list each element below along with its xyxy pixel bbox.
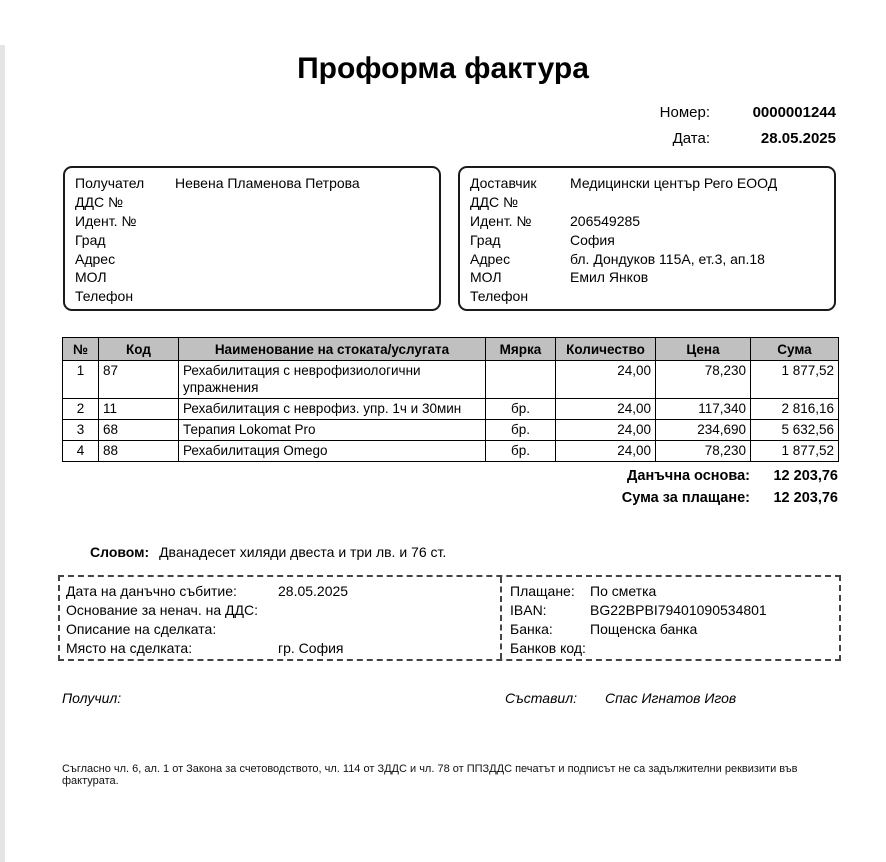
invoice-date-label: Дата: bbox=[672, 130, 710, 147]
received-by-label: Получил: bbox=[62, 690, 122, 706]
col-header-name: Наименование на стоката/услугата bbox=[179, 338, 486, 361]
items-table bbox=[62, 337, 839, 462]
tax-base-value: 12 203,76 bbox=[773, 468, 838, 484]
item-code: 11 bbox=[99, 399, 179, 420]
amount-due-value: 12 203,76 bbox=[773, 490, 838, 506]
item-unit bbox=[486, 361, 556, 399]
recipient-name-value: Невена Пламенова Петрова bbox=[175, 175, 360, 192]
item-name: Рехабилитация с неврофизиологични упражнения bbox=[179, 361, 486, 399]
tax-event-date-value: 28.05.2025 bbox=[278, 582, 349, 599]
deal-description-row bbox=[66, 619, 494, 638]
item-qty: 24,00 bbox=[556, 361, 656, 399]
item-qty: 24,00 bbox=[556, 441, 656, 462]
amount-due-row bbox=[622, 490, 838, 506]
supplier-mol-label: МОЛ bbox=[470, 269, 502, 286]
invoice-meta bbox=[580, 104, 836, 156]
supplier-box bbox=[458, 166, 836, 311]
invoice-date-value: 28.05.2025 bbox=[760, 130, 836, 147]
item-name: Терапия Lokomat Pro bbox=[179, 420, 486, 441]
table-row bbox=[63, 420, 839, 441]
vat-exemption-label: Основание за ненач. на ДДС: bbox=[66, 601, 258, 618]
recipient-id-label: Идент. № bbox=[75, 212, 137, 229]
bank-value: Пощенска банка bbox=[590, 620, 698, 637]
deal-place-label: Място на сделката: bbox=[66, 639, 193, 656]
deal-place-row bbox=[66, 638, 494, 657]
invoice-number-label: Номер: bbox=[659, 104, 710, 121]
item-name: Рехабилитация Omego bbox=[179, 441, 486, 462]
recipient-name-row bbox=[75, 174, 429, 193]
item-total: 1 877,52 bbox=[751, 441, 839, 462]
item-total: 5 632,56 bbox=[751, 420, 839, 441]
item-price: 117,340 bbox=[656, 399, 751, 420]
iban-value: BG22BPBI79401090534801 bbox=[590, 601, 767, 618]
recipient-vat-row bbox=[75, 193, 429, 212]
recipient-id-row bbox=[75, 212, 429, 231]
recipient-name-label: Получател bbox=[75, 175, 145, 192]
supplier-id-label: Идент. № bbox=[470, 212, 532, 229]
prepared-by-block bbox=[505, 690, 736, 706]
supplier-mol-row bbox=[470, 268, 824, 287]
bank-label: Банка: bbox=[510, 620, 553, 637]
payment-method-label: Плащане: bbox=[510, 582, 575, 599]
supplier-vat-label: ДДС № bbox=[470, 194, 518, 211]
supplier-address-label: Адрес bbox=[470, 250, 511, 267]
supplier-address-row bbox=[470, 249, 824, 268]
supplier-name-label: Доставчик bbox=[470, 175, 537, 192]
transaction-details-left bbox=[60, 577, 502, 659]
col-header-unit: Мярка bbox=[486, 338, 556, 361]
recipient-phone-row bbox=[75, 287, 429, 306]
recipient-city-label: Град bbox=[75, 231, 106, 248]
table-header-row bbox=[63, 338, 839, 361]
supplier-address-value: бл. Дондуков 115А, ет.3, ап.18 bbox=[570, 250, 765, 267]
item-num: 1 bbox=[63, 361, 99, 399]
recipient-phone-label: Телефон bbox=[75, 288, 134, 305]
prepared-by-value: Спас Игнатов Игов bbox=[604, 690, 737, 706]
tax-event-date-row bbox=[66, 581, 494, 600]
recipient-mol-row bbox=[75, 268, 429, 287]
item-num: 4 bbox=[63, 441, 99, 462]
invoice-number-row bbox=[580, 104, 836, 121]
recipient-address-row bbox=[75, 249, 429, 268]
invoice-date-row bbox=[580, 130, 836, 147]
bank-code-label: Банков код: bbox=[510, 639, 586, 656]
col-header-code: Код bbox=[99, 338, 179, 361]
supplier-city-label: Град bbox=[470, 231, 501, 248]
item-qty: 24,00 bbox=[556, 399, 656, 420]
item-price: 234,690 bbox=[656, 420, 751, 441]
iban-label: IBAN: bbox=[510, 601, 547, 618]
recipient-mol-label: МОЛ bbox=[75, 269, 107, 286]
bank-code-row bbox=[510, 638, 831, 657]
table-row bbox=[63, 361, 839, 399]
deal-description-label: Описание на сделката: bbox=[66, 620, 217, 637]
payment-method-value: По сметка bbox=[590, 582, 657, 599]
invoice-number-value: 0000001244 bbox=[752, 104, 836, 121]
table-row bbox=[63, 441, 839, 462]
item-code: 68 bbox=[99, 420, 179, 441]
invoice-title: Проформа фактура bbox=[297, 52, 589, 85]
recipient-vat-label: ДДС № bbox=[75, 194, 123, 211]
item-unit: бр. bbox=[486, 441, 556, 462]
item-code: 87 bbox=[99, 361, 179, 399]
item-num: 3 bbox=[63, 420, 99, 441]
amount-in-words bbox=[90, 544, 446, 560]
transaction-details-box bbox=[58, 575, 841, 661]
page-edge-strip bbox=[0, 45, 5, 862]
item-unit: бр. bbox=[486, 399, 556, 420]
item-qty: 24,00 bbox=[556, 420, 656, 441]
item-price: 78,230 bbox=[656, 441, 751, 462]
item-price: 78,230 bbox=[656, 361, 751, 399]
item-name: Рехабилитация с неврофиз. упр. 1ч и 30мин bbox=[179, 399, 486, 420]
table-row bbox=[63, 399, 839, 420]
recipient-city-row bbox=[75, 230, 429, 249]
item-num: 2 bbox=[63, 399, 99, 420]
supplier-id-row bbox=[470, 212, 824, 231]
supplier-phone-row bbox=[470, 287, 824, 306]
iban-row bbox=[510, 600, 831, 619]
tax-event-date-label: Дата на данъчно събитие: bbox=[66, 582, 237, 599]
supplier-phone-label: Телефон bbox=[470, 288, 529, 305]
supplier-city-row bbox=[470, 230, 824, 249]
item-unit: бр. bbox=[486, 420, 556, 441]
supplier-id-value: 206549285 bbox=[570, 212, 641, 229]
supplier-name-row bbox=[470, 174, 824, 193]
item-total: 1 877,52 bbox=[751, 361, 839, 399]
recipient-box bbox=[63, 166, 441, 311]
col-header-total: Сума bbox=[751, 338, 839, 361]
prepared-by-label: Съставил: bbox=[505, 690, 577, 706]
amount-in-words-label: Словом: bbox=[90, 544, 150, 560]
col-header-num: № bbox=[63, 338, 99, 361]
tax-base-label: Данъчна основа: bbox=[627, 468, 750, 484]
col-header-qty: Количество bbox=[556, 338, 656, 361]
totals-block bbox=[622, 468, 838, 512]
bank-row bbox=[510, 619, 831, 638]
deal-place-value: гр. София bbox=[278, 639, 344, 656]
item-total: 2 816,16 bbox=[751, 399, 839, 420]
tax-base-row bbox=[622, 468, 838, 484]
supplier-mol-value: Емил Янков bbox=[570, 269, 649, 286]
supplier-vat-row bbox=[470, 193, 824, 212]
recipient-address-label: Адрес bbox=[75, 250, 116, 267]
vat-exemption-row bbox=[66, 600, 494, 619]
amount-due-label: Сума за плащане: bbox=[621, 490, 750, 506]
payment-details bbox=[502, 577, 839, 659]
item-code: 88 bbox=[99, 441, 179, 462]
supplier-name-value: Медицински център Рего ЕООД bbox=[570, 175, 778, 192]
supplier-city-value: София bbox=[570, 231, 615, 248]
col-header-price: Цена bbox=[656, 338, 751, 361]
amount-in-words-value: Дванадесет хиляди двеста и три лв. и 76 ст. bbox=[159, 544, 447, 560]
legal-footer-note: Съгласно чл. 6, ал. 1 от Закона за счетоводството, чл. 114 от ЗДДС и чл. 78 от ППЗДДС печатът и подписът не са задължителни реквизити във фактурата. bbox=[62, 763, 798, 787]
payment-method-row bbox=[510, 581, 831, 600]
